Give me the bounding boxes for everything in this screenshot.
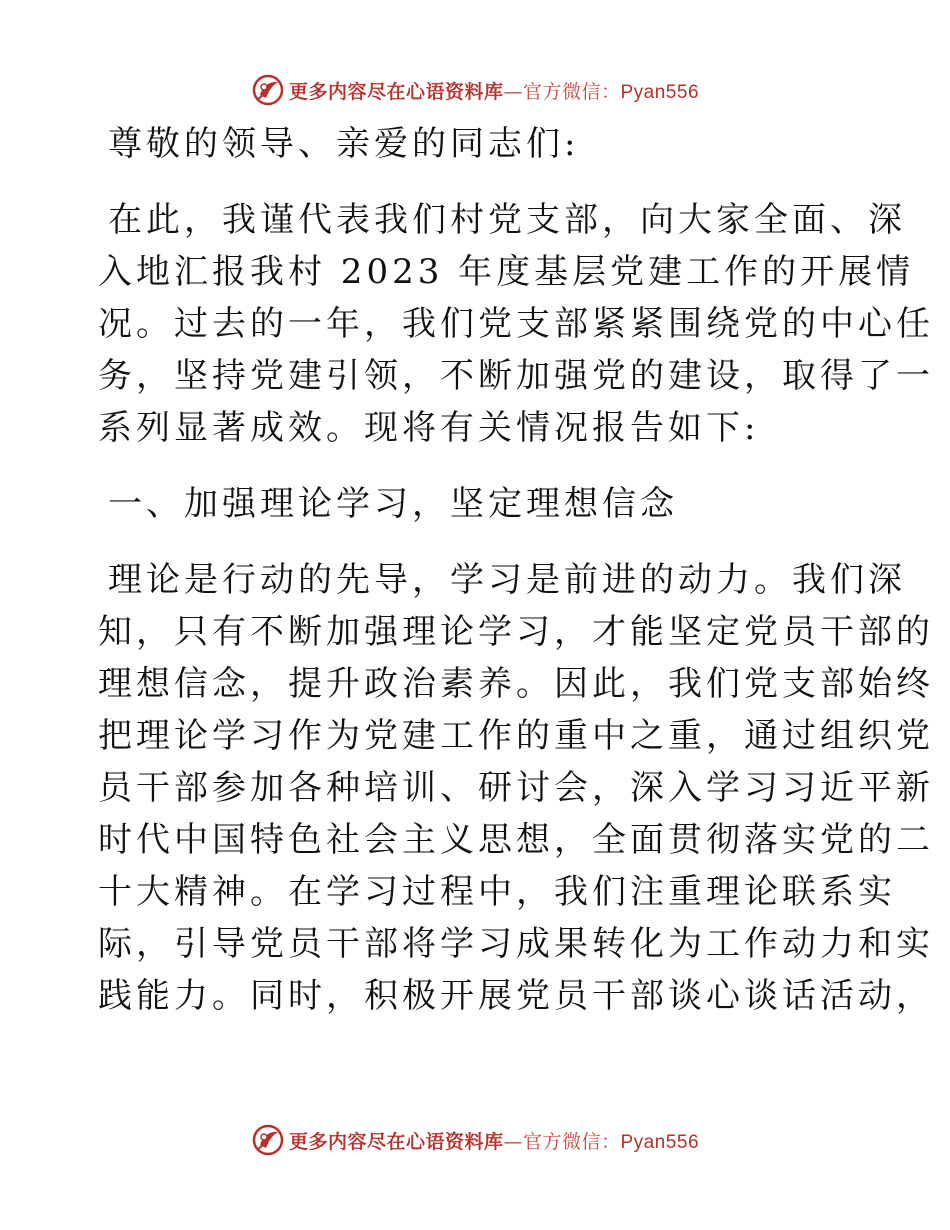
banner-official: 官方微信：	[522, 1130, 621, 1153]
library-logo-icon	[251, 73, 285, 107]
banner-text	[289, 77, 699, 104]
section-line: 理论是行动的先导，学习是前进的动力。我们深	[108, 560, 906, 600]
intro-line: 系列显著成效。现将有关情况报告如下:	[98, 408, 760, 448]
banner-dash: —	[503, 80, 523, 103]
intro-line: 务，坚持党建引领，不断加强党的建设，取得了一	[98, 356, 934, 396]
banner-inner	[251, 73, 699, 107]
intro-line: 况。过去的一年，我们党支部紧紧围绕党的中心任	[98, 304, 934, 344]
header-banner	[0, 70, 950, 110]
section-line: 把理论学习作为党建工作的重中之重，通过组织党	[98, 716, 934, 756]
intro-line: 在此，我谨代表我们村党支部，向大家全面、深	[108, 200, 906, 240]
banner-official: 官方微信：	[522, 80, 621, 103]
section-line: 践能力。同时，积极开展党员干部谈心谈话活动，	[98, 976, 934, 1016]
section-line: 际，引导党员干部将学习成果转化为工作动力和实	[98, 924, 934, 964]
banner-brand: 更多内容尽在心语资料库	[288, 1130, 504, 1153]
banner-brand: 更多内容尽在心语资料库	[288, 80, 504, 103]
section-line: 时代中国特色社会主义思想，全面贯彻落实党的二	[98, 820, 934, 860]
banner-text	[289, 1127, 699, 1154]
section-heading: 一、加强理论学习，坚定理想信念	[108, 484, 678, 524]
section-line: 知，只有不断加强理论学习，才能坚定党员干部的	[98, 612, 934, 652]
intro-line: 入地汇报我村 2023 年度基层党建工作的开展情	[98, 252, 915, 292]
greeting: 尊敬的领导、亲爱的同志们:	[108, 124, 580, 164]
banner-inner	[251, 1123, 699, 1157]
banner-wechat-id: Pyan556	[620, 81, 700, 103]
library-logo-icon	[251, 1123, 285, 1157]
section-line: 理想信念，提升政治素养。因此，我们党支部始终	[98, 664, 934, 704]
document-body	[98, 118, 934, 1022]
section-line: 十大精神。在学习过程中，我们注重理论联系实	[98, 872, 896, 912]
banner-dash: —	[503, 1130, 523, 1153]
footer-banner	[0, 1120, 950, 1160]
section-line: 员干部参加各种培训、研讨会，深入学习习近平新	[98, 768, 934, 808]
banner-wechat-id: Pyan556	[620, 1131, 700, 1153]
